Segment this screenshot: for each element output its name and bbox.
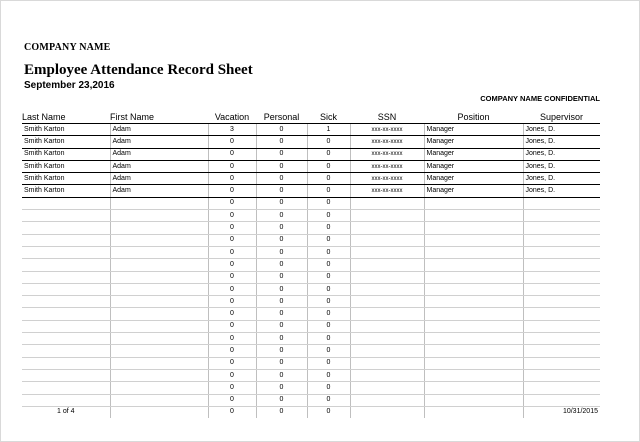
cell-sick: 0 [307,222,350,234]
sheet-title: Employee Attendance Record Sheet [24,62,253,78]
cell-supervisor [523,320,600,332]
cell-position [424,333,523,345]
cell-last-name [22,308,110,320]
cell-supervisor [523,210,600,222]
cell-sick: 0 [307,136,350,148]
cell-supervisor [523,283,600,295]
cell-sick: 0 [307,197,350,209]
cell-vacation: 0 [208,259,256,271]
cell-vacation: 0 [208,222,256,234]
cell-last-name: Smith Karton [22,173,110,185]
cell-last-name: Smith Karton [22,160,110,172]
cell-sick: 0 [307,333,350,345]
cell-first-name [110,357,208,369]
cell-personal: 0 [256,296,307,308]
table-row [22,136,600,148]
cell-ssn [350,234,424,246]
cell-position [424,197,523,209]
column-header-last-name: Last Name [22,102,110,124]
table-row [22,357,600,369]
cell-first-name [110,197,208,209]
cell-ssn [350,369,424,381]
cell-vacation: 0 [208,345,256,357]
cell-ssn [350,271,424,283]
cell-vacation: 0 [208,271,256,283]
cell-personal: 0 [256,333,307,345]
table-row [22,333,600,345]
cell-personal: 0 [256,320,307,332]
table-row [22,197,600,209]
cell-position [424,222,523,234]
cell-vacation: 0 [208,382,256,394]
cell-last-name [22,222,110,234]
cell-sick: 0 [307,259,350,271]
cell-first-name [110,210,208,222]
cell-supervisor [523,271,600,283]
cell-first-name [110,259,208,271]
cell-personal: 0 [256,283,307,295]
table-row [22,320,600,332]
cell-last-name [22,333,110,345]
cell-supervisor [523,382,600,394]
cell-sick: 0 [307,345,350,357]
cell-vacation: 0 [208,394,256,406]
cell-sick: 0 [307,357,350,369]
cell-vacation: 0 [208,234,256,246]
footer-personal: 0 [256,406,307,418]
confidential-label: COMPANY NAME CONFIDENTIAL [480,94,600,103]
cell-sick: 0 [307,246,350,258]
cell-first-name [110,296,208,308]
cell-personal: 0 [256,369,307,381]
table-row [22,382,600,394]
table-row [22,160,600,172]
attendance-table [22,102,600,418]
cell-vacation: 0 [208,283,256,295]
cell-first-name [110,234,208,246]
cell-first-name [110,369,208,381]
cell-position [424,308,523,320]
column-header-position: Position [424,102,523,124]
cell-sick: 0 [307,271,350,283]
cell-position [424,369,523,381]
cell-ssn [350,259,424,271]
cell-first-name: Adam [110,173,208,185]
table-row [22,148,600,160]
cell-ssn: xxx-xx-xxxx [350,185,424,197]
cell-last-name: Smith Karton [22,124,110,136]
cell-sick: 0 [307,185,350,197]
footer-printed-date: 10/31/2015 [523,406,600,418]
cell-last-name [22,197,110,209]
cell-last-name [22,382,110,394]
cell-supervisor: Jones, D. [523,148,600,160]
cell-position [424,394,523,406]
cell-ssn [350,382,424,394]
column-header-vacation: Vacation [208,102,256,124]
cell-first-name [110,320,208,332]
cell-position: Manager [424,124,523,136]
cell-supervisor [523,308,600,320]
cell-vacation: 0 [208,197,256,209]
cell-supervisor [523,246,600,258]
cell-vacation: 0 [208,296,256,308]
cell-vacation: 0 [208,246,256,258]
cell-first-name [110,246,208,258]
cell-position [424,296,523,308]
table-row [22,308,600,320]
table-row [22,234,600,246]
cell-position: Manager [424,185,523,197]
column-header-ssn: SSN [350,102,424,124]
header-row [22,102,600,124]
cell-supervisor: Jones, D. [523,136,600,148]
cell-supervisor: Jones, D. [523,124,600,136]
cell-supervisor [523,357,600,369]
table-row [22,222,600,234]
cell-personal: 0 [256,160,307,172]
column-header-first-name: First Name [110,102,208,124]
cell-last-name [22,246,110,258]
cell-personal: 0 [256,136,307,148]
cell-last-name [22,357,110,369]
cell-supervisor [523,333,600,345]
cell-position: Manager [424,173,523,185]
cell-last-name [22,271,110,283]
cell-vacation: 3 [208,124,256,136]
cell-personal: 0 [256,173,307,185]
cell-personal: 0 [256,259,307,271]
cell-position [424,283,523,295]
cell-sick: 0 [307,394,350,406]
cell-personal: 0 [256,357,307,369]
cell-first-name [110,271,208,283]
cell-ssn [350,394,424,406]
cell-personal: 0 [256,148,307,160]
cell-personal: 0 [256,222,307,234]
cell-first-name [110,333,208,345]
cell-sick: 0 [307,283,350,295]
cell-personal: 0 [256,394,307,406]
cell-first-name: Adam [110,185,208,197]
cell-vacation: 0 [208,210,256,222]
cell-ssn [350,246,424,258]
cell-ssn [350,222,424,234]
footer-sick: 0 [307,406,350,418]
cell-ssn [350,333,424,345]
cell-personal: 0 [256,185,307,197]
cell-first-name [110,222,208,234]
cell-supervisor [523,222,600,234]
company-name: COMPANY NAME [24,42,111,53]
sheet-date: September 23,2016 [24,80,115,91]
cell-personal: 0 [256,234,307,246]
cell-last-name [22,296,110,308]
table-row [22,345,600,357]
cell-sick: 0 [307,296,350,308]
footer-cell [350,406,424,418]
cell-first-name: Adam [110,160,208,172]
cell-last-name: Smith Karton [22,148,110,160]
cell-supervisor [523,259,600,271]
cell-supervisor [523,394,600,406]
cell-sick: 0 [307,173,350,185]
cell-ssn [350,210,424,222]
cell-ssn: xxx-xx-xxxx [350,124,424,136]
cell-first-name [110,382,208,394]
cell-vacation: 0 [208,320,256,332]
table-row [22,394,600,406]
cell-sick: 0 [307,210,350,222]
table-row [22,185,600,197]
table-row [22,246,600,258]
cell-vacation: 0 [208,333,256,345]
cell-supervisor [523,369,600,381]
table-row [22,259,600,271]
footer-vacation: 0 [208,406,256,418]
cell-sick: 0 [307,308,350,320]
table-row [22,173,600,185]
cell-ssn: xxx-xx-xxxx [350,160,424,172]
cell-ssn: xxx-xx-xxxx [350,136,424,148]
cell-supervisor: Jones, D. [523,160,600,172]
footer-cell [424,406,523,418]
cell-position [424,320,523,332]
cell-vacation: 0 [208,173,256,185]
column-header-sick: Sick [307,102,350,124]
cell-ssn [350,345,424,357]
cell-vacation: 0 [208,369,256,381]
cell-last-name [22,210,110,222]
cell-first-name: Adam [110,124,208,136]
cell-first-name: Adam [110,136,208,148]
cell-supervisor [523,345,600,357]
cell-last-name [22,283,110,295]
cell-ssn [350,357,424,369]
cell-personal: 0 [256,345,307,357]
cell-last-name [22,320,110,332]
cell-last-name [22,234,110,246]
cell-last-name [22,259,110,271]
cell-personal: 0 [256,308,307,320]
cell-vacation: 0 [208,308,256,320]
cell-vacation: 0 [208,357,256,369]
cell-position [424,345,523,357]
cell-ssn [350,296,424,308]
cell-sick: 1 [307,124,350,136]
cell-supervisor [523,296,600,308]
cell-ssn [350,197,424,209]
cell-supervisor [523,234,600,246]
cell-last-name [22,345,110,357]
cell-ssn [350,283,424,295]
cell-vacation: 0 [208,148,256,160]
cell-supervisor: Jones, D. [523,185,600,197]
table-row [22,124,600,136]
cell-personal: 0 [256,246,307,258]
table-row [22,283,600,295]
cell-first-name [110,345,208,357]
cell-sick: 0 [307,160,350,172]
cell-position [424,271,523,283]
footer-row [22,406,600,418]
column-header-supervisor: Supervisor [523,102,600,124]
cell-position [424,210,523,222]
cell-supervisor [523,197,600,209]
cell-personal: 0 [256,124,307,136]
cell-position: Manager [424,148,523,160]
cell-ssn [350,308,424,320]
table-row [22,271,600,283]
cell-ssn: xxx-xx-xxxx [350,148,424,160]
cell-position [424,357,523,369]
cell-first-name [110,308,208,320]
cell-first-name: Adam [110,148,208,160]
cell-last-name: Smith Karton [22,185,110,197]
cell-ssn: xxx-xx-xxxx [350,173,424,185]
cell-position [424,259,523,271]
cell-first-name [110,394,208,406]
cell-sick: 0 [307,369,350,381]
cell-last-name [22,369,110,381]
cell-vacation: 0 [208,160,256,172]
cell-supervisor: Jones, D. [523,173,600,185]
cell-personal: 0 [256,210,307,222]
cell-sick: 0 [307,320,350,332]
cell-last-name [22,394,110,406]
table-row [22,296,600,308]
cell-sick: 0 [307,382,350,394]
column-header-personal: Personal [256,102,307,124]
cell-vacation: 0 [208,185,256,197]
cell-position: Manager [424,160,523,172]
page-indicator: 1 of 4 [56,408,75,416]
cell-position: Manager [424,136,523,148]
cell-personal: 0 [256,271,307,283]
cell-position [424,246,523,258]
cell-position [424,234,523,246]
cell-position [424,382,523,394]
footer-cell [110,406,208,418]
table-row [22,210,600,222]
cell-sick: 0 [307,234,350,246]
cell-ssn [350,320,424,332]
cell-last-name: Smith Karton [22,136,110,148]
cell-vacation: 0 [208,136,256,148]
cell-sick: 0 [307,148,350,160]
cell-first-name [110,283,208,295]
table-row [22,369,600,381]
cell-personal: 0 [256,197,307,209]
cell-personal: 0 [256,382,307,394]
